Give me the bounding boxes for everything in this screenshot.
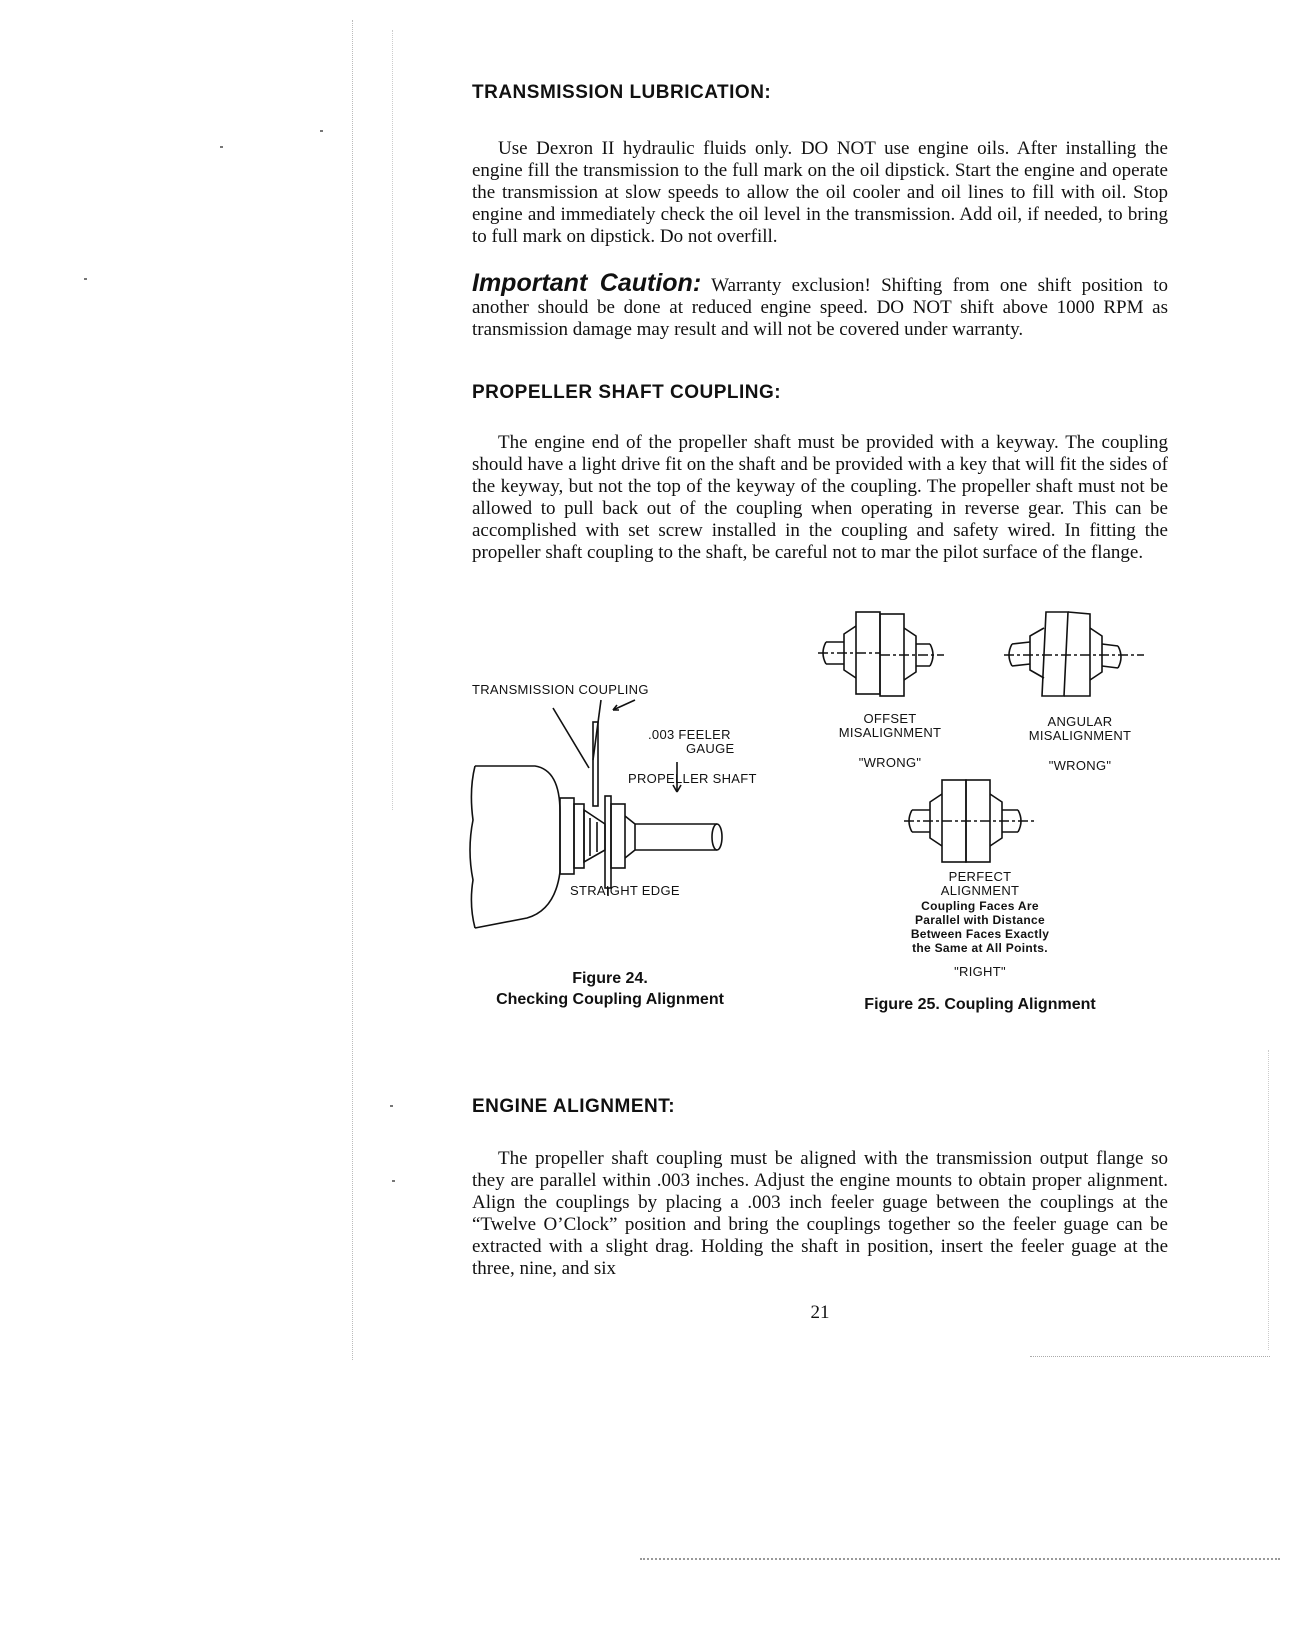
paragraph-engine-alignment: The propeller shaft coupling must be aligned with the transmission output flange so they are parallel within .003 inches. Adjust the engine mounts to obtain proper alignment. Align the couplings by placing a .003 inch feeler guage between the couplings at the “Twelve O’Clock” position and bring the couplings together so the feeler guage can be extracted with a slight drag. Holding the shaft in position, insert the feeler guage at the three, nine, and six [472,1148,1168,1279]
binding-edge [352,20,393,1360]
coupling-check-diagram [465,700,765,940]
label-feeler-gauge-line2: GAUGE [686,741,735,756]
page-number: 21 [810,1302,830,1323]
label-angular-misalignment: MISALIGNMENT [1028,728,1132,743]
figure25-caption: Figure 25. Coupling Alignment [864,996,1096,1013]
label-offset-misalignment: MISALIGNMENT [838,725,942,740]
scan-speck [320,130,323,132]
label-offset: OFFSET [863,711,917,726]
propeller-shaft [635,824,717,850]
label-perfect: PERFECT [948,869,1012,884]
feeler-gauge [593,722,598,806]
scan-speck [390,1105,393,1107]
figure24-caption-title: Checking Coupling Alignment [496,991,724,1008]
straight-edge [605,796,611,888]
paragraph-propeller-shaft-coupling: The engine end of the propeller shaft must be provided with a keyway. The coupling should have a light drive fit on the shaft and be provided with a key that will fit the sides of the keyway, but not the top of the keyway of the coupling. The propeller shaft must not be allowed to pull back out of the coupling when operating in reverse gear. This can be accomplished with set screw installed in the coupling and safety wired. In fitting the propeller shaft coupling to the shaft, be careful not to mar the pilot surface of the flange. [472,432,1168,563]
label-perfect-note-4: the Same at All Points. [912,941,1048,955]
paragraph-caution [472,269,1168,341]
heading-transmission-lubrication: TRANSMISSION LUBRICATION: [472,82,772,103]
label-perfect-right: "RIGHT" [954,964,1006,979]
label-perfect-alignment: ALIGNMENT [940,883,1020,898]
scan-speck [84,278,87,280]
heading-propeller-shaft-coupling: PROPELLER SHAFT COUPLING: [472,382,782,403]
label-feeler-gauge-line1: .003 FEELER [648,727,731,742]
transmission-flange [560,798,574,874]
label-propeller-shaft: PROPELLER SHAFT [628,771,757,786]
offset-misalignment-diagram [818,612,968,697]
transmission-housing [475,766,560,928]
label-perfect-note-1: Coupling Faces Are [921,899,1039,913]
scan-speck [220,146,223,148]
scan-speck [392,1180,395,1182]
label-straight-edge: STRAIGHT EDGE [570,883,680,898]
angular-misalignment-diagram [1004,612,1154,697]
paragraph-transmission-lubrication: Use Dexron II hydraulic fluids only. DO NOT use engine oils. After installing the engine fill the transmission to the full mark on the oil dipstick. Start the engine and operate the transmission at slow speeds to allow the oil cooler and oil lines to fill with oil. Stop engine and immediately check the oil level in the transmission. Add oil, if needed, to bring to full mark on dipstick. Do not overfill. [472,138,1168,247]
label-transmission-coupling: TRANSMISSION COUPLING [472,682,649,697]
label-perfect-note-2: Parallel with Distance [915,913,1045,927]
heading-engine-alignment: ENGINE ALIGNMENT: [472,1096,676,1117]
scan-noise-bottom [640,1558,1280,1560]
perfect-alignment-diagram [904,780,1054,865]
label-angular-wrong: "WRONG" [1048,758,1112,773]
caution-body: Warranty exclusion! Shifting from one shift position to another should be done at reduced engine speed. DO NOT shift above 1000 RPM as transmission damage may result and will not be covered under warranty. [472,275,1168,340]
page-edge-bottom [1030,1356,1270,1357]
label-angular: ANGULAR [1047,714,1113,729]
page-edge-right [1268,1050,1269,1350]
caution-lead: Important Caution: [472,269,702,297]
label-offset-wrong: "WRONG" [858,755,922,770]
figure24-caption-number: Figure 24. [572,970,648,987]
binding-line [392,30,394,810]
label-perfect-note-3: Between Faces Exactly [910,927,1050,941]
